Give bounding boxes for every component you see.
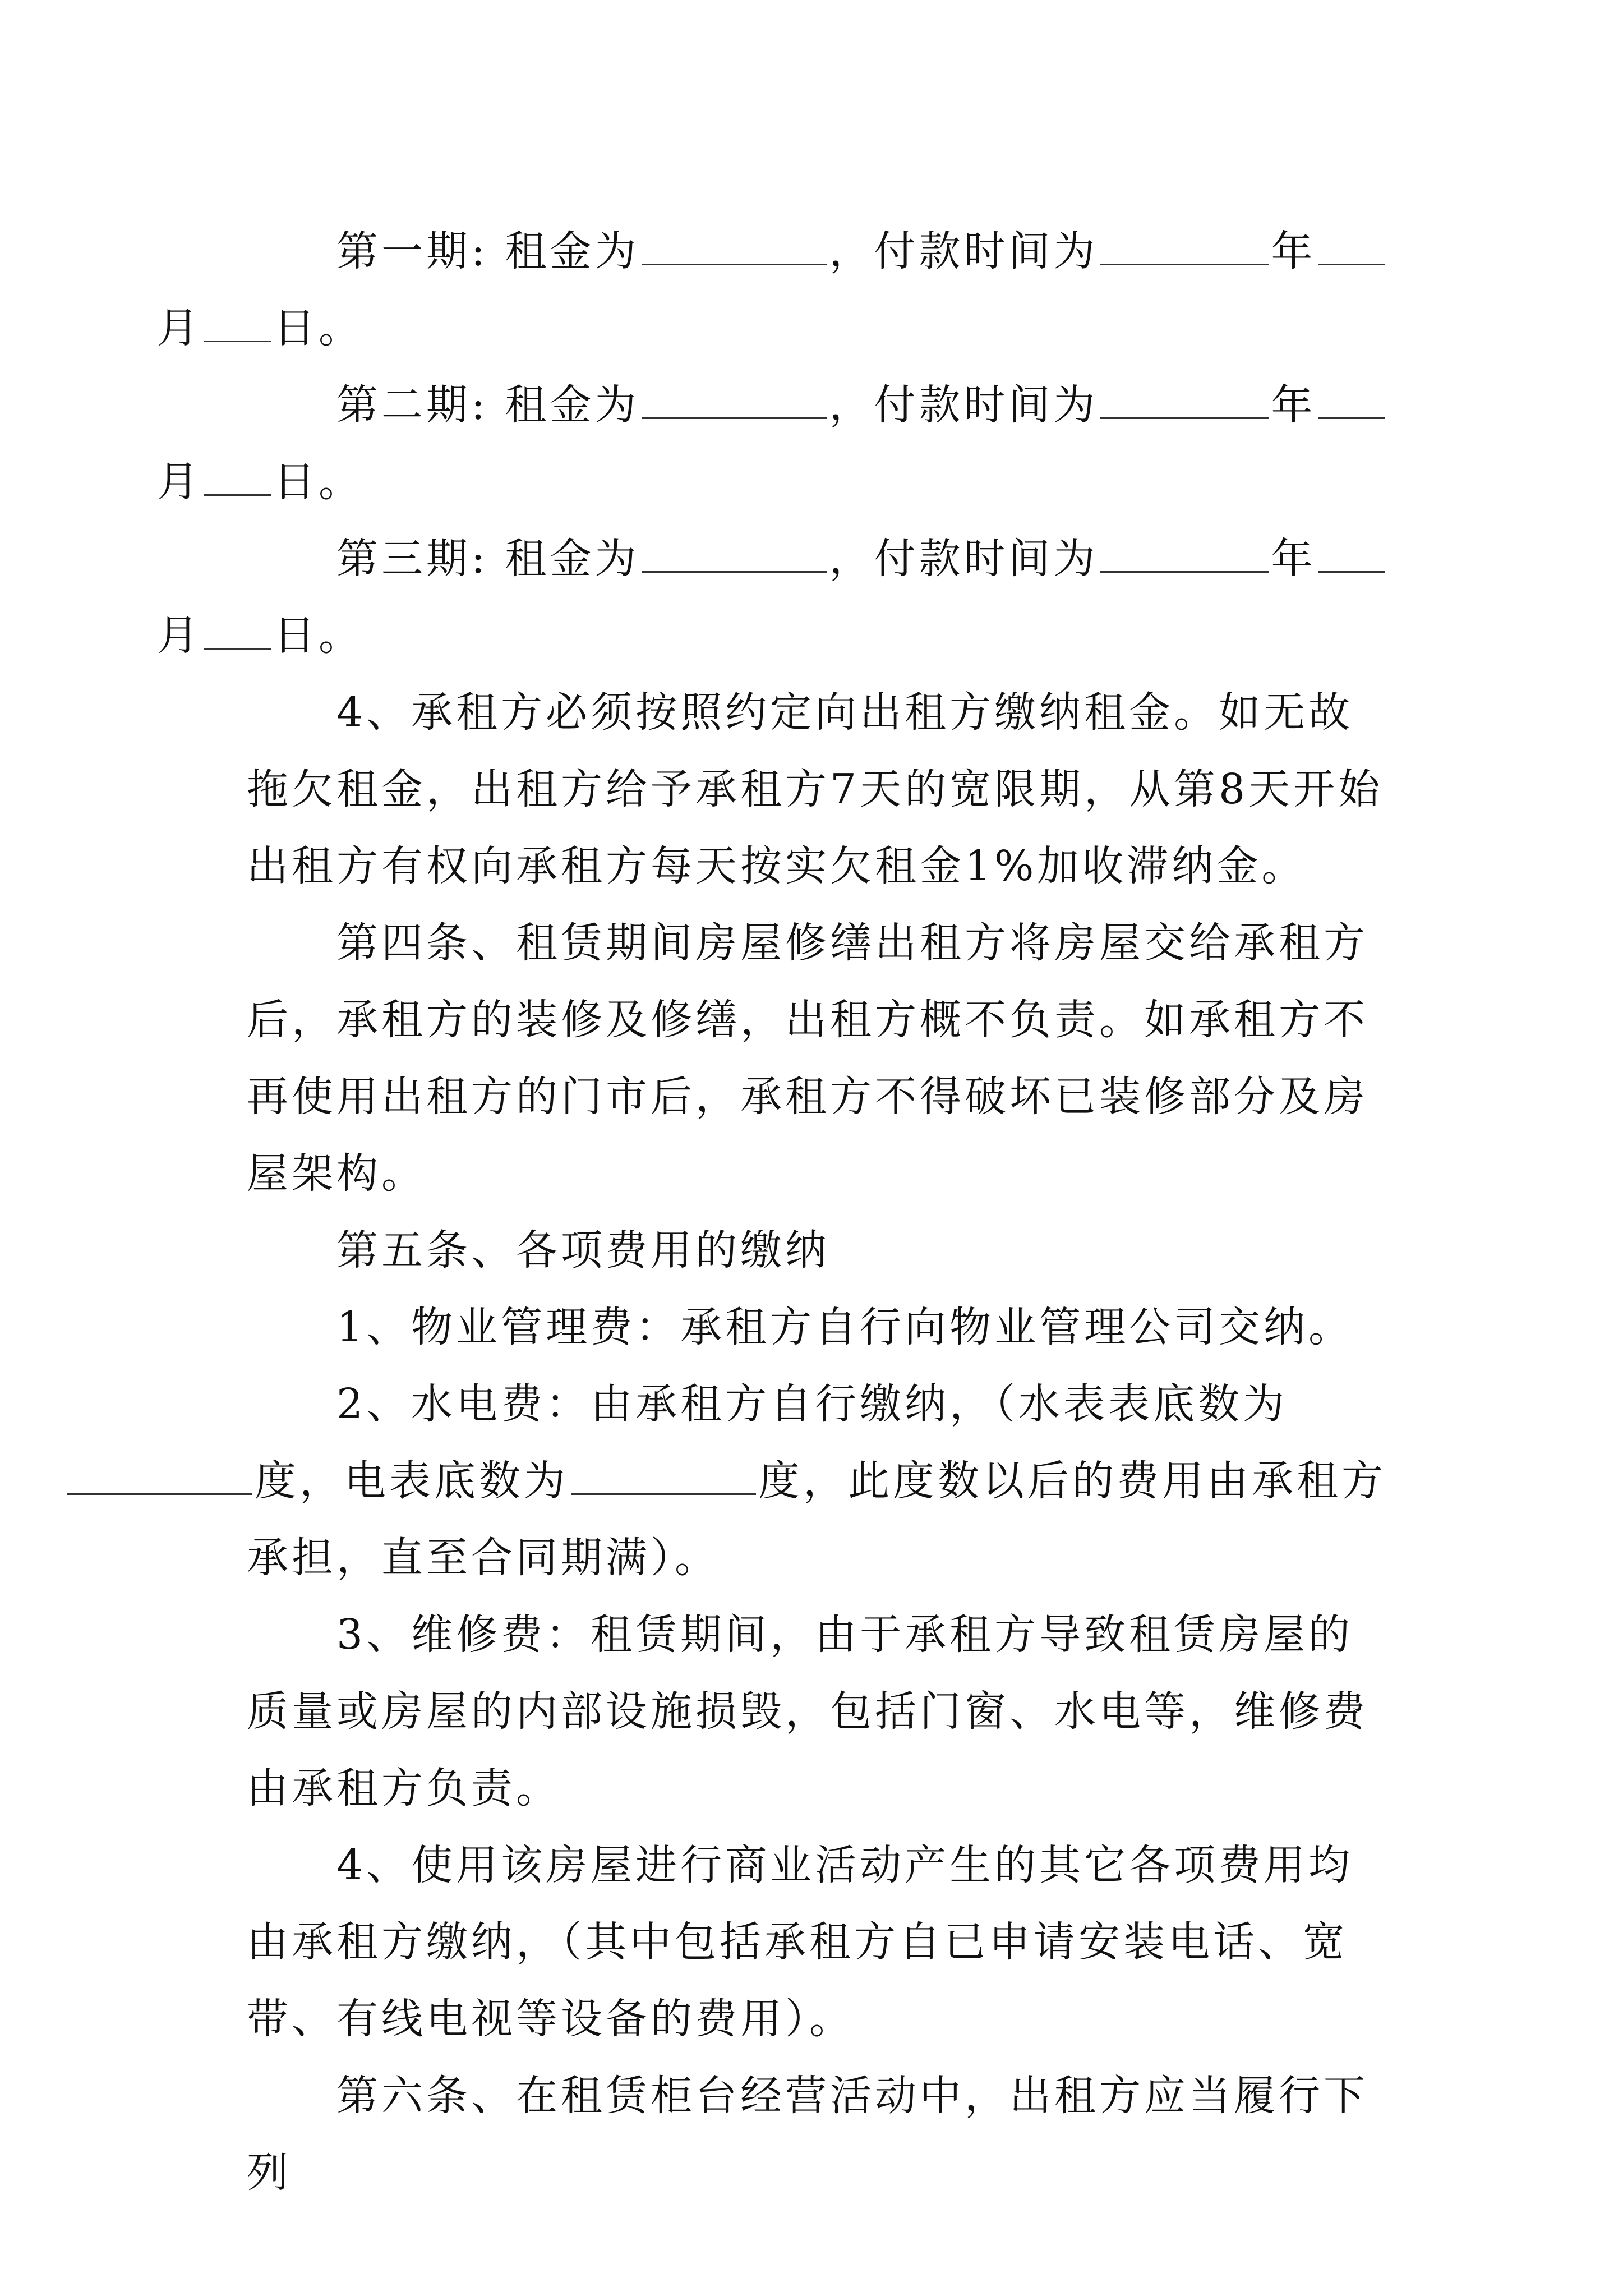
rent-blank <box>642 383 827 419</box>
rent-blank <box>642 536 827 573</box>
article-5-title: 第五条、各项费用的缴纳 <box>336 1226 830 1274</box>
year-blank <box>1100 229 1269 265</box>
pay-time-label: ，付款时间为 <box>829 227 1099 275</box>
late-payment-clause: 4、承租方必须按照约定向出租方缴纳租金。如无故拖欠租金，出租方给予承租方7天的宽限期，从第8天开始出租方有权向承租方每天按实欠租金1%加收滞纳金。 <box>247 688 1384 890</box>
fee-other: 4、使用该房屋进行商业活动产生的其它各项费用均由承租方缴纳，（其中包括承租方自已申请安装电话、宽带、有线电视等设备的费用）。 <box>247 1841 1354 2043</box>
year-label: 年 <box>1271 381 1316 429</box>
month-blank <box>1318 536 1385 573</box>
water-meter-blank <box>67 1458 252 1495</box>
period-1-label: 第一期: 租金为 <box>336 227 640 275</box>
fee-maintenance: 3、维修费：租赁期间，由于承租方导致租赁房屋的质量或房屋的内部设施损毁，包括门窗、水电等，维修费由承租方负责。 <box>247 1611 1368 1812</box>
article-4-repairs: 第四条、租赁期间房屋修缮出租方将房屋交给承租方后，承租方的装修及修缮，出租方概不负责。如承租方不再使用出租方的门市后，承租方不得破坏已装修部分及房屋架构。 <box>247 919 1368 1198</box>
fee-utilities <box>247 1366 1391 1596</box>
day-label: 日。 <box>274 304 363 352</box>
period-3-label: 第三期: 租金为 <box>336 535 640 583</box>
pay-time-label: ，付款时间为 <box>829 381 1099 429</box>
day-blank <box>204 306 271 342</box>
utilities-text-1: 2、水电费：由承租方自行缴纳，（水表表底数为 <box>336 1380 1288 1428</box>
day-blank <box>204 613 271 650</box>
year-blank <box>1100 536 1269 573</box>
payment-period-3 <box>157 521 1391 674</box>
month-label: 月 <box>157 458 202 506</box>
year-blank <box>1100 383 1269 419</box>
payment-period-1 <box>157 213 1391 367</box>
month-blank <box>1318 383 1385 419</box>
year-label: 年 <box>1271 227 1316 275</box>
utilities-text-3: 度，此度数以后的费用由承租方承担，直至合同期满）。 <box>247 1457 1386 1582</box>
payment-period-2 <box>157 367 1391 521</box>
document-body <box>157 213 1391 2211</box>
year-label: 年 <box>1271 535 1316 583</box>
day-blank <box>204 459 271 496</box>
pay-time-label: ，付款时间为 <box>829 535 1099 583</box>
article-6-title: 第六条、在租赁柜台经营活动中，出租方应当履行下列 <box>247 2072 1368 2197</box>
month-blank <box>1318 229 1385 265</box>
day-label: 日。 <box>274 458 363 506</box>
rent-blank <box>642 229 827 265</box>
utilities-text-2: 度，电表底数为 <box>255 1457 569 1505</box>
fee-property-management: 1、物业管理费：承租方自行向物业管理公司交纳。 <box>336 1303 1354 1351</box>
month-label: 月 <box>157 304 202 352</box>
period-2-label: 第二期: 租金为 <box>336 381 640 429</box>
day-label: 日。 <box>274 611 363 660</box>
month-label: 月 <box>157 611 202 660</box>
electric-meter-blank <box>571 1458 756 1495</box>
